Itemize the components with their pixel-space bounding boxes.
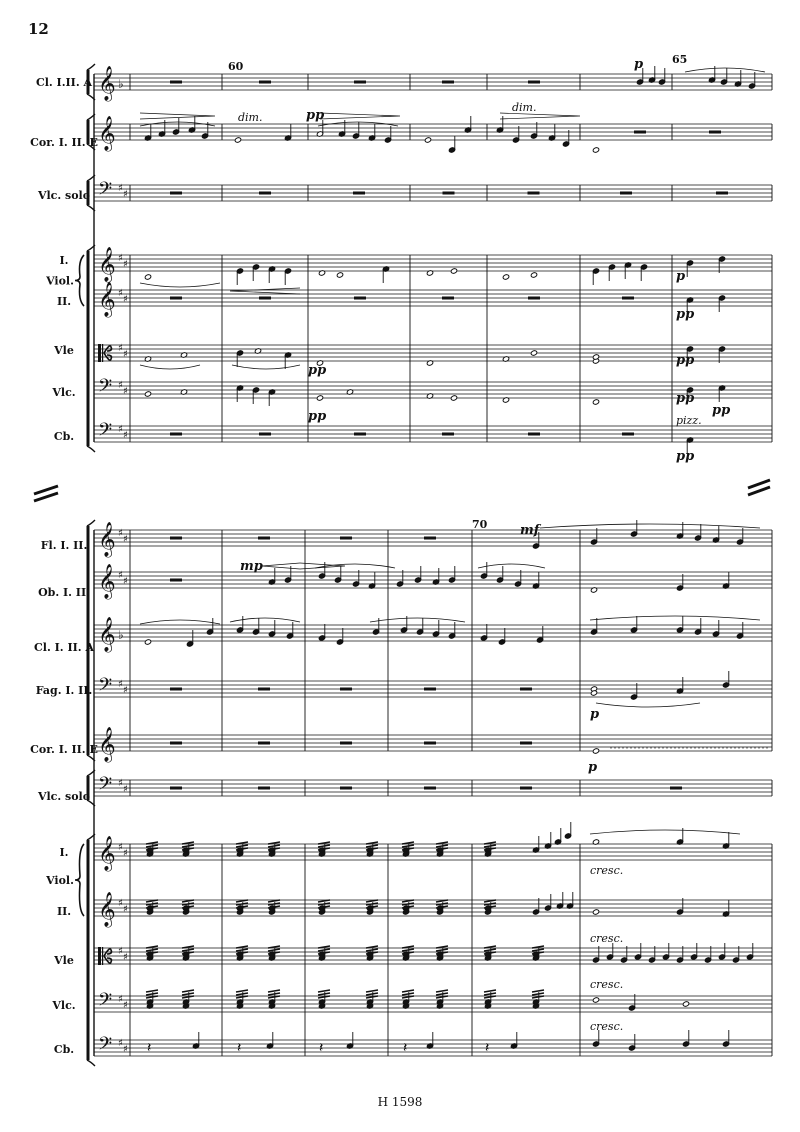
staff-vle [53,343,772,362]
sharp-icon: ♯ [118,898,123,909]
measure-number: 70 [472,518,488,531]
dynamic-mf: mf [520,523,540,538]
note-head [450,268,457,274]
sharp-icon: ♯ [123,952,128,963]
whole-rest [709,131,721,134]
slur [232,365,300,369]
sharp-icon: ♯ [123,1044,128,1055]
staff-cb- [54,420,772,445]
instrument-label: Cb. [53,1043,75,1056]
instrument-label: Vlc. [52,386,76,399]
crescendo-hairpin [262,563,300,569]
sharp-icon: ♯ [118,946,123,957]
sharp-icon: ♯ [123,430,128,441]
whole-rest [170,433,182,436]
whole-rest [258,742,270,745]
whole-rest [353,192,365,195]
whole-rest [170,297,182,300]
staff-ii- [57,282,772,318]
note-head [592,997,599,1003]
note-head [144,274,151,280]
marking-pizz: pizz. [676,414,702,427]
slur [478,564,545,568]
treble-clef-icon: 𝄞 [98,617,116,652]
sharp-icon: ♯ [118,183,123,194]
note-head [144,391,151,397]
instrument-label: Vlc. [52,999,76,1012]
sharp-icon: ♯ [123,1000,128,1011]
whole-rest [424,537,436,540]
whole-rest [259,192,271,195]
whole-rest [170,81,182,84]
whole-rest [259,81,271,84]
whole-rest [258,787,270,790]
whole-rest [716,192,728,195]
staff-fag-i-ii- [36,675,772,700]
instrument-label: Cl. I. II. A [34,641,94,654]
dynamic-pp: pp [676,307,695,322]
sharp-icon: ♯ [123,259,128,270]
sharp-icon: ♯ [123,685,128,696]
staff-fl-i-ii- [41,522,772,558]
instrument-label: Cor. I. II. E [30,743,98,756]
instrument-label: Vle [54,344,74,357]
instrument-label: Cb. [53,430,75,443]
dynamic-dim: dim. [238,111,263,124]
whole-rest [634,131,646,134]
dynamic-p: p [676,269,686,284]
page-number: 12 [28,20,49,38]
note-head [530,272,537,278]
whole-rest [259,433,271,436]
slur [590,616,760,620]
bass-clef-icon: 𝄢 [98,675,113,700]
treble-clef-icon: 𝄞 [98,836,116,871]
note-head [592,748,599,754]
sharp-icon: ♯ [123,534,128,545]
whole-rest [442,433,454,436]
dynamic-pp: pp [308,363,327,378]
brace [75,844,84,916]
staff-ii- [57,892,772,928]
staff-cl-i-ii-a [34,617,772,654]
note-head [592,147,599,153]
note-head [530,350,537,356]
sharp-icon: ♯ [118,1038,123,1049]
treble-clef-icon: 𝄞 [98,282,116,317]
sharp-icon: ♯ [118,842,123,853]
sharp-icon: ♯ [123,904,128,915]
whole-rest [258,537,270,540]
instrument-label: Vlc. solo [37,790,91,803]
system-separator-right [748,480,770,495]
note-head [502,274,509,280]
whole-rest [443,192,455,195]
staff-cor-i-ii-e [30,116,772,152]
whole-rest [670,787,682,790]
whole-rest [528,433,540,436]
instrument-label: Cor. I. II. E [30,136,98,149]
sharp-icon: ♯ [118,778,123,789]
sharp-icon: ♯ [123,848,128,859]
slur [540,524,760,528]
dynamic-pp: pp [676,353,695,368]
staff-cb- [54,1034,772,1059]
bass-clef-icon: 𝄢 [98,774,113,799]
group-label-violins: Viol. [46,874,74,887]
instrument-label: Vlc. solo [37,189,91,202]
sharp-icon: ♯ [118,288,123,299]
slur [590,830,740,834]
whole-rest [170,787,182,790]
slur [596,703,700,707]
sharp-icon: ♯ [123,294,128,305]
flat-icon: ♭ [118,77,124,91]
system-1 [30,53,772,464]
whole-rest [520,742,532,745]
note-head [682,1001,689,1007]
measure-number: 65 [672,53,688,66]
diminuendo-hairpin [300,563,345,569]
note-head [234,137,241,143]
slur [685,68,765,72]
marking-cresc: cresc. [590,1020,624,1033]
whole-rest [424,688,436,691]
whole-rest [620,192,632,195]
whole-rest [520,787,532,790]
treble-clef-icon: 𝄞 [98,564,116,599]
staff-cor-i-ii-e [30,727,772,763]
note-head [592,399,599,405]
quarter-rest-icon: 𝄽 [147,1040,152,1056]
diminuendo-hairpin [320,113,400,119]
sharp-icon: ♯ [118,994,123,1005]
whole-rest [354,81,366,84]
whole-rest [424,742,436,745]
treble-clef-icon: 𝄞 [98,892,116,927]
marking-cresc: cresc. [590,932,624,945]
whole-rest [340,742,352,745]
instrument-label: I. [59,846,69,859]
slur [370,618,465,622]
dynamic-pp: pp [676,449,695,464]
whole-rest [622,297,634,300]
note-head [424,137,431,143]
instrument-label: Fl. I. II. [40,539,88,552]
dynamic-pp: pp [306,108,325,123]
group-label-violins: Viol. [46,274,74,288]
quarter-rest-icon: 𝄽 [485,1040,490,1056]
whole-rest [354,433,366,436]
bass-clef-icon: 𝄢 [98,1034,113,1059]
sharp-icon: ♯ [123,349,128,360]
marking-cresc: cresc. [590,864,624,877]
bass-clef-icon: 𝄢 [98,179,113,204]
sharp-icon: ♯ [118,570,123,581]
marking-cresc: cresc. [590,978,624,991]
sharp-icon: ♯ [118,253,123,264]
staff-vlc- [51,376,772,401]
dynamic-p: p [634,57,644,72]
whole-rest [340,537,352,540]
crescendo-hairpin [230,288,300,294]
flat-icon: ♭ [118,628,124,642]
quarter-rest-icon: 𝄽 [403,1040,408,1056]
whole-rest [622,433,634,436]
slur [140,620,220,624]
instrument-label: Ob. I. II. [38,586,90,599]
sharp-icon: ♯ [118,424,123,435]
whole-rest [424,787,436,790]
instrument-label: I. [59,254,69,267]
dynamic-p: p [590,707,600,722]
dynamic-pp: pp [308,409,327,424]
note-head [450,395,457,401]
system-separator-left [34,486,58,501]
whole-rest [259,297,271,300]
whole-rest [528,192,540,195]
instrument-label: II. [56,295,72,308]
slur [140,365,200,369]
staff-i- [60,247,772,283]
dynamic-pp: pp [676,391,695,406]
note-head [336,272,343,278]
treble-clef-icon: 𝄞 [98,727,116,762]
staff-vlc-solo [37,179,772,204]
diminuendo-hairpin [140,113,215,119]
whole-rest [340,688,352,691]
note-head [592,909,599,915]
slur [140,283,220,287]
whole-rest [258,688,270,691]
whole-rest [170,537,182,540]
sharp-icon: ♯ [123,784,128,795]
sharp-icon: ♯ [123,576,128,587]
dynamic-p: p [588,760,598,775]
whole-rest [520,688,532,691]
treble-clef-icon: 𝄞 [98,247,116,282]
treble-clef-icon: 𝄞 [98,522,116,557]
whole-rest [170,688,182,691]
system-2 [30,518,772,1066]
whole-rest [442,297,454,300]
instrument-label: Fag. I. II. [35,684,93,697]
note-head [144,639,151,645]
staff-vlc-solo [37,774,772,803]
instrument-label: Vle [54,954,74,967]
sharp-icon: ♯ [118,343,123,354]
note-head [316,395,323,401]
measure-number: 60 [228,60,244,73]
dynamic-mp: mp [240,559,263,574]
sharp-icon: ♯ [118,528,123,539]
treble-clef-icon: 𝄞 [98,116,116,151]
bass-clef-icon: 𝄢 [98,376,113,401]
whole-rest [170,192,182,195]
bass-clef-icon: 𝄢 [98,420,113,445]
whole-rest [354,297,366,300]
instrument-label: Cl. I.II. A [35,76,93,89]
brace [75,255,84,306]
staff-ob-i-ii- [38,564,772,600]
whole-rest [340,787,352,790]
whole-rest [528,81,540,84]
whole-rest [528,297,540,300]
whole-rest [170,742,182,745]
treble-clef-icon: 𝄞 [98,66,116,101]
quarter-rest-icon: 𝄽 [237,1040,242,1056]
dynamic-pp: pp [712,403,731,418]
quarter-rest-icon: 𝄽 [319,1040,324,1056]
slur [230,618,300,622]
page-footer: H 1598 [377,1095,423,1109]
sharp-icon: ♯ [123,189,128,200]
whole-rest [442,81,454,84]
staff-i- [60,836,772,872]
sharp-icon: ♯ [118,380,123,391]
sharp-icon: ♯ [118,679,123,690]
instrument-label: II. [56,905,72,918]
whole-rest [170,579,182,582]
bass-clef-icon: 𝄢 [98,990,113,1015]
sharp-icon: ♯ [123,386,128,397]
dynamic-dim: dim. [512,101,537,114]
